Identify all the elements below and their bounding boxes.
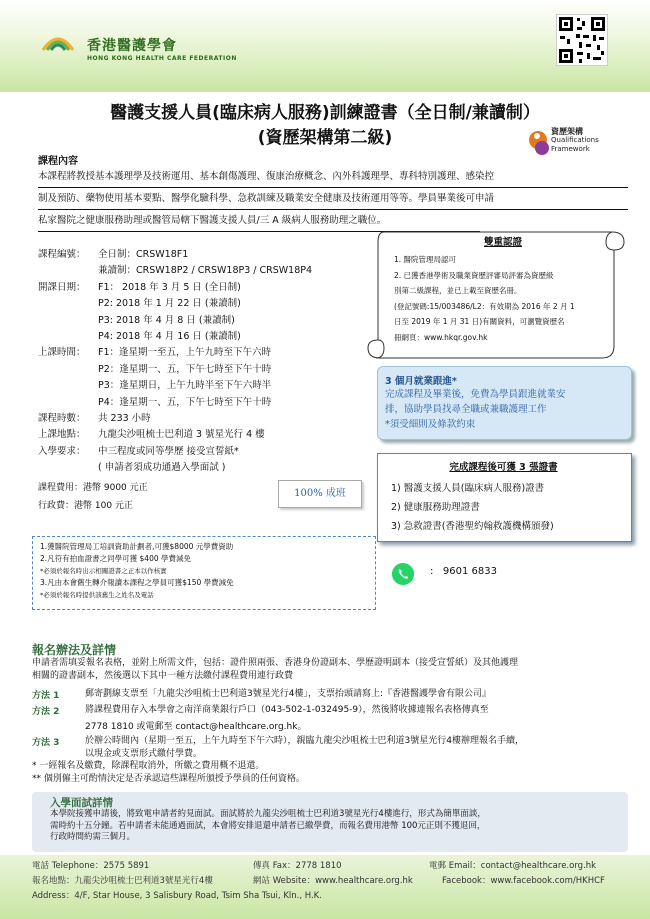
- subsidy-item: 2.凡符有拍血證書之同學可獲 $400 學費減免: [40, 554, 192, 563]
- page-title: 醫護支援人員(臨床病人服務)訓練證書（全日制/兼讀制）: [110, 103, 540, 123]
- certificate-item: 3) 急救證書(香港聖約翰救護機構頒發): [391, 521, 554, 532]
- footer-website[interactable]: 網站 Website：www.healthcare.org.hk: [253, 876, 413, 886]
- org-name-en: HONG KONG HEALTH CARE FEDERATION: [87, 55, 237, 62]
- qf-label: 資歷架構 Qualifications Framework: [551, 127, 599, 153]
- employment-text: 完成課程及畢業後，免費為學員跟進就業安 排，協助學員找尋全職或兼職護理工作 *須受細則及條款約束: [385, 389, 566, 430]
- course-fee: 課程費用：港幣 9000 元正: [38, 482, 148, 493]
- employment-title: 3 個月就業跟進*: [385, 376, 457, 387]
- subsidy-note: *必須於報名時出示相關證書之正本以作核實: [40, 567, 167, 575]
- subsidy-item: 1.獲醫院管理局工培訓資助計劃者,可獲$8000 元學費資助: [40, 542, 234, 551]
- certificate-item: 2) 健康服務助理證書: [391, 502, 480, 513]
- interview-text: 本學院接獲申請後，將致電申請者約見面試。面試將於九龍尖沙咀梳士巴利道3號星光行4樓進行，形式為簡單面談， 需時約十五分鐘。若申請者未能通過面試，本會將安排退還申請者已繳學費，而報名費用港幣 100元正則不獲退回， 行政時間約需三個月。: [50, 809, 486, 842]
- phone-number[interactable]: : 9601 6833: [430, 566, 497, 577]
- whatsapp-icon: [392, 563, 414, 585]
- course-content-heading: 課程內容: [38, 156, 78, 167]
- full-class-stamp: 100% 成班: [278, 480, 362, 508]
- method-label: 方法 2: [32, 707, 60, 717]
- footer-phone: 電話 Telephone：2575 5891: [32, 861, 150, 871]
- registration-note: ** 個別僱主可酌情決定是否承認這些課程所頒授予學員的任何資格。: [32, 774, 305, 784]
- detail-row: P4：逢星期一、五，下午七時至下午十時: [98, 396, 272, 408]
- interview-heading: 入學面試詳情: [50, 797, 113, 809]
- detail-row: ( 申請者須成功通過入學面試 ): [98, 462, 226, 474]
- detail-row: P2：逢星期一、五，下午七時至下午十時: [98, 363, 272, 375]
- detail-row: P2: 2018 年 1 月 22 日 (兼讀制): [98, 298, 241, 310]
- detail-row: 兼讀制：CRSW18P2 / CRSW18P3 / CRSW18P4: [98, 265, 313, 277]
- subsidy-item: 3.凡由本會舊生轉介報讀本課程之學員可獲$150 學費減免: [40, 578, 234, 587]
- course-details: [38, 247, 312, 515]
- certificate-item: 1) 醫護支援人員(臨床病人服務)證書: [391, 483, 545, 494]
- recognition-title: 雙重認證: [483, 237, 522, 248]
- page-subtitle: (資歷架構第二級): [257, 128, 393, 148]
- detail-row: 上課地點： 九龍尖沙咀梳士巴利道 3 號星光行 4 樓: [38, 429, 265, 441]
- registration-intro: 申請者需填妥報名表格，並附上所需文件，包括：證件照兩張、香港身份證副本、學歷證明副本（接受宣誓紙）及其他護理 相關的證書副本，然後選以下其中一種方法繳付課程費用連行政費: [32, 658, 519, 681]
- footer-email[interactable]: 電郵 Email：contact@healthcare.org.hk: [429, 861, 597, 871]
- method-label: 方法 3: [32, 738, 60, 748]
- method-text: 將課程費用存入本學會之南洋商業銀行戶口（043-502-1-032495-9），然後將收據連報名表格傳真至 2778 1810 或電郵至 contact@healthcare.org.hk。: [85, 705, 489, 732]
- registration-note: * 一經報名及繳費，除課程取消外，所繳之費用概不退還。: [32, 761, 265, 771]
- detail-row: 入學要求： 中三程度或同等學歷 接受宣誓紙*: [38, 445, 239, 457]
- logo-icon: [40, 30, 76, 52]
- recognition-list: 1. 醫院管理局認可 2. 已獲香港學術及職業資歷評審局評審為資歷級 別第二級課程，並已上載至資歷名冊。 (登記號碼:15/003486/L2：有效期為 2016 年 2 月 1 日至 2019 年 1 月 31 日)有關資料，可瀏覽資歷名 冊網頁：www.hkqr.gov.hk: [394, 255, 575, 342]
- detail-row: 開課日期： F1： 2018 年 3 月 5 日 (全日制): [38, 281, 241, 293]
- subsidy-note: *必須於報名時提供該舊生之姓名及電話: [40, 591, 154, 599]
- method-text: 郵寄劃線支票至「九龍尖沙咀梳士巴利道3號星光行4樓」，支票抬頭請寫上:『香港醫護學會有限公司』: [85, 689, 491, 699]
- detail-row: P3：逢星期日，上午九時半至下午六時半: [98, 380, 272, 392]
- course-description: 本課程將教授基本護理學及技術運用、基本創傷護理、復康治療概念、內外科護理學、專科特別護理、感染控 制及預防、藥物使用基本要點、醫學化驗科學、急救訓練及職業安全健康及技術運用等等。學員畢業後可申請 私家醫院之健康服務助理或醫管局轄下醫護支援人員/三 A 級病人服務助理之職位。: [38, 166, 628, 232]
- footer-address: Address：4/F, Star House, 3 Salisbury Road, Tsim Sha Tsui, Kln., H.K.: [32, 891, 322, 901]
- footer-office: 報名地點：九龍尖沙咀梳士巴利道3號星光行4樓: [32, 876, 213, 886]
- qr-code-icon: [556, 14, 608, 66]
- footer-fax: 傳真 Fax：2778 1810: [253, 861, 342, 871]
- method-label: 方法 1: [32, 691, 60, 701]
- detail-row: 課程編號： 全日制：CRSW18F1: [38, 249, 189, 260]
- registration-heading: 報名辦法及詳情: [32, 643, 117, 657]
- certificates-title: 完成課程後可獲 3 張證書: [449, 462, 558, 473]
- admin-fee: 行政費：港幣 100 元正: [38, 500, 133, 511]
- footer-facebook[interactable]: Facebook：www.facebook.com/HKHCF: [442, 876, 605, 886]
- detail-row: P3: 2018 年 4 月 8 日 (兼讀制): [98, 314, 235, 326]
- org-name-zh: 香港醫護學會: [87, 38, 177, 54]
- detail-row: 上課時間： F1：逢星期一至五，上午九時至下午六時: [38, 347, 272, 359]
- detail-row: 課程時數： 共 233 小時: [38, 413, 151, 425]
- detail-row: P4: 2018 年 4 月 16 日 (兼讀制): [98, 331, 241, 343]
- method-text: 於辦公時間內（星期一至五，上午九時至下午六時），親臨九龍尖沙咀梳士巴利道3號星光行4樓辦理報名手續， 以現金或支票形式繳付學費。: [85, 736, 524, 759]
